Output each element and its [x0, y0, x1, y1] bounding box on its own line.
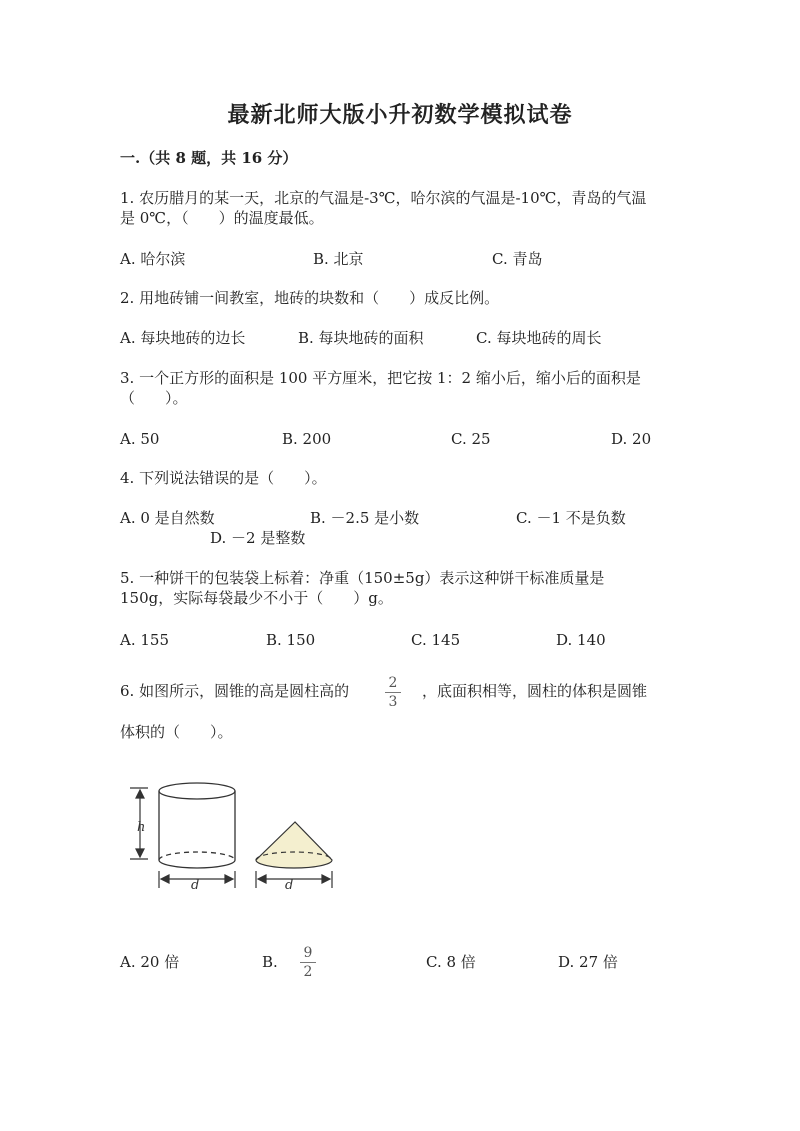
cylinder-cone-figure	[118, 778, 348, 898]
q3-option-d: D. 20	[611, 430, 652, 448]
q4-option-b: B. －2.5 是小数	[310, 509, 420, 527]
q4-stem-line1: 4. 下列说法错误的是（ ）。	[120, 469, 327, 487]
q5-option-c: C. 145	[411, 631, 461, 649]
q3-option-c: C. 25	[451, 430, 491, 448]
q2-option-a: A. 每块地砖的边长	[120, 329, 246, 347]
q3-stem-line2: （ ）。	[120, 389, 188, 407]
q3-option-a: A. 50	[120, 430, 160, 448]
fraction-bar	[385, 692, 401, 693]
cone-shape	[256, 822, 332, 868]
q6-option-b-numerator: 9	[303, 945, 313, 961]
q6-stem-line2: 体积的（ ）。	[120, 723, 233, 741]
q6-fraction-denominator: 3	[388, 694, 398, 710]
q4-option-c: C. －1 不是负数	[516, 509, 626, 527]
q1-option-b: B. 北京	[313, 250, 364, 268]
q2-option-c: C. 每块地砖的周长	[476, 329, 602, 347]
q6-option-d: D. 27 倍	[558, 953, 618, 971]
q6-fraction-numerator: 2	[388, 675, 398, 691]
section-heading: 一.（共 8 题，共 16 分）	[120, 149, 298, 167]
cone-diameter-label: d	[285, 878, 294, 893]
q5-option-a: A. 155	[120, 631, 169, 649]
q6-option-b-fraction	[300, 945, 316, 980]
cylinder-shape	[159, 783, 235, 868]
page-title: 最新北师大版小升初数学模拟试卷	[227, 102, 573, 128]
q3-stem-line1: 3. 一个正方形的面积是 100 平方厘米，把它按 1：2 缩小后，缩小后的面积是	[120, 369, 641, 387]
q6-stem-line1b: ，底面积相等，圆柱的体积是圆锥	[422, 682, 648, 700]
q1-option-c: C. 青岛	[492, 250, 543, 268]
q6-option-b-denominator: 2	[303, 964, 313, 980]
q2-option-b: B. 每块地砖的面积	[298, 329, 424, 347]
q1-option-a: A. 哈尔滨	[120, 250, 186, 268]
q4-option-d: D. －2 是整数	[210, 529, 306, 547]
q6-option-c: C. 8 倍	[426, 953, 476, 971]
q1-stem-line1: 1. 农历腊月的某一天，北京的气温是-3℃，哈尔滨的气温是-10℃，青岛的气温	[120, 189, 647, 207]
cylinder-diameter-label: d	[191, 878, 200, 893]
q6-option-b: B.	[262, 953, 278, 971]
q5-stem-line1: 5. 一种饼干的包装袋上标着：净重（150±5g）表示这种饼干标准质量是	[120, 569, 605, 587]
q1-stem-line2: 是 0℃，（ ）的温度最低。	[120, 209, 324, 227]
q6-stem-line1a: 6. 如图所示，圆锥的高是圆柱高的	[120, 682, 350, 700]
q6-fraction	[385, 675, 401, 710]
cone-diameter-marker	[256, 871, 332, 888]
q5-option-d: D. 140	[556, 631, 606, 649]
q2-stem-line1: 2. 用地砖铺一间教室，地砖的块数和（ ）成反比例。	[120, 289, 500, 307]
fraction-bar	[300, 962, 316, 963]
q4-option-a: A. 0 是自然数	[120, 509, 215, 527]
q3-option-b: B. 200	[282, 430, 332, 448]
height-label: h	[137, 820, 146, 835]
q5-stem-line2: 150g，实际每袋最少不小于（ ）g。	[120, 589, 393, 607]
q6-option-a: A. 20 倍	[120, 953, 180, 971]
q5-option-b: B. 150	[266, 631, 316, 649]
